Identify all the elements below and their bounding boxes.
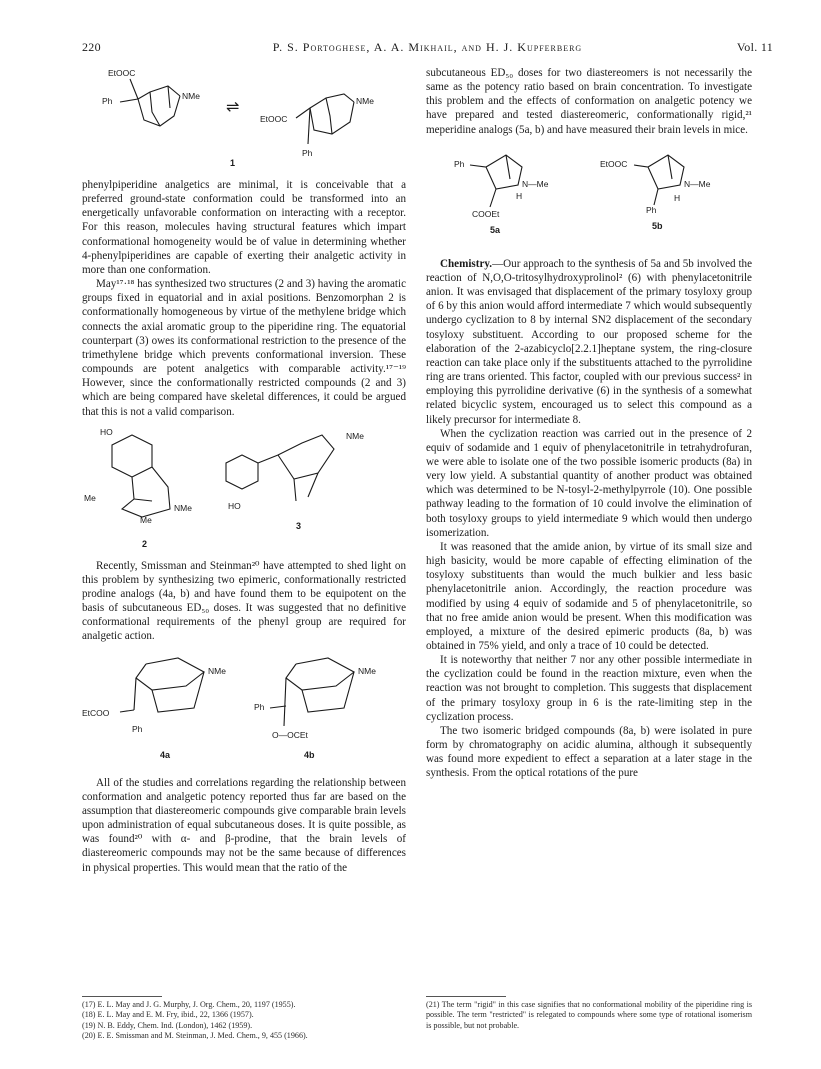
footnote-20: (20) E. E. Smissman and M. Steinman, J. Med. Chem., 9, 455 (1966). xyxy=(82,1031,308,1041)
s5a-cooet: COOEt xyxy=(472,208,500,219)
s4b-ph: Ph xyxy=(254,701,265,712)
s1-label: 1 xyxy=(230,158,236,168)
s4b-nme: NMe xyxy=(358,665,376,676)
structures-4a-4b xyxy=(82,650,406,768)
left-para-1: phenylpiperidine analgetics are minimal, it is conceivable that a preferred ground-state conformation could be transformed into an energetically unfavorable conformation on interacting with a receptor. For this reason, molecules having structural features which impart conformational homogeneity would be of value in determining whether 4-phenylpiperidines are capable of exerting their analgetic activity in more than one conformation. xyxy=(82,179,406,276)
s5b-h: H xyxy=(674,192,681,203)
right-para-4: It was reasoned that the amide anion, by virtue of its small size and high basicity, would be more capable of effecting elimination of the tosyloxy substituents than would the much bulkier and less basic phenylacetonitrile anion. Accordingly, the reaction procedure was modified by using 4 equiv of sodamide and 5 of phenylacetonitrile, so that no free amide anion would be present. When this modification was employed, a mixture of the desired epimeric products (8a, b) was obtained in 75% yield, and only a trace of 10 could be detected. xyxy=(426,540,752,652)
s5a-label: 5a xyxy=(490,224,501,235)
structure-1 xyxy=(100,64,400,172)
footnote-rule-left xyxy=(82,996,162,997)
s1-nme-right: NMe xyxy=(356,96,374,106)
footnote-rule-right xyxy=(426,996,506,997)
s1-nme-left: NMe xyxy=(182,91,200,101)
left-para-4: All of the studies and correlations regarding the relationship between conformation and analgetic potency reported thus far are based on the assumption that diastereomeric compounds give comparable brain levels upon administration of equal subcutaneous doses. It is quite possible, as was found²⁰ with α- and β-prodine, that the brain levels of diastereomeric compounds may not be the same because of differences in physical properties. This would mean that the ratio of the xyxy=(82,776,406,874)
right-para-6: The two isomeric bridged compounds (8a, b) were isolated in pure form by chromatography on acidic alumina, although it subsequently was found more expedient to effect a separation at a later stage in the synthesis. From the optical rotations of the pure xyxy=(426,724,752,780)
s3-label: 3 xyxy=(296,520,302,531)
s4b-label: 4b xyxy=(304,749,315,760)
footnote-18: (18) E. L. May and E. M. Fry, ibid., 22, 1366 (1957). xyxy=(82,1010,254,1020)
s1-ph-right: Ph xyxy=(302,148,313,158)
footnote-21: (21) The term "rigid" in this case signifies that no conformational mobility of the piperidine ring is possible. The term "restricted" is relegated to compounds where some type of rotational isomerism is possible, but not probable. xyxy=(426,1000,752,1030)
volume-label: Vol. 11 xyxy=(736,40,773,54)
s5a-h: H xyxy=(516,190,523,201)
s2-ho: HO xyxy=(100,426,113,437)
s1-ph: Ph xyxy=(102,96,113,106)
s4b-ococt: O—OCEt xyxy=(272,729,308,740)
right-para-3: When the cyclization reaction was carried out in the presence of 2 equiv of sodamide and 1 equiv of phenylacetonitrile in tetrahydrofuran, we were able to isolate one of the two possible isomeric products (8a) in very low yield. A substantial quantity of another product was obtained which was determined to be N-tosyl-2-methylpyrrole (10). One possible pathway leading to the formation of 10 could involve the elimination of both tosyloxy groups to yield intermediate 9 which would then undergo isomerization. xyxy=(426,427,752,539)
s4a-nme: NMe xyxy=(208,665,226,676)
left-para-3: Recently, Smissman and Steinman²⁰ have attempted to shed light on this problem by synthesizing two epimeric, conformationally restricted prodine analogs (4a, b) and have found them to be equipotent on the basis of subcutaneous ED₅₀ doses. It was suggested that no definitive conformational requirements of the phenyl group are required for analgetic action. xyxy=(82,559,406,643)
structures-4-drawing xyxy=(82,650,406,768)
left-para-2: May¹⁷·¹⁸ has synthesized two structures (2 and 3) having the aromatic groups fixed in equatorial and in axial positions. Benzomorphan 2 is conformationally homogeneous by virtue of the methylene bridge which connects the axial aromatic group to the piperidine ring. The equatorial counterpart (3) owes its conformational restriction to the presence of the trimethylene bridge which prevents conformational inversion. These compounds are potent analgetics with comparable activity.¹⁷⁻¹⁹ However, since the conformationally restricted compounds (2 and 3) which are being compared have skeletal differences, it could be argued that this is not a valid comparison. xyxy=(82,278,406,418)
s3-ho: HO xyxy=(228,500,241,511)
running-authors: P. S. Portoghese, A. A. Mikhail, and H. J. Kupferberg xyxy=(272,40,583,54)
s5a-nme: N—Me xyxy=(522,178,549,189)
s5b-etooc: EtOOC xyxy=(600,158,628,169)
s3-nme: NMe xyxy=(346,430,364,441)
s5a-ph: Ph xyxy=(454,158,465,169)
s5b-ph: Ph xyxy=(646,204,657,215)
s2-me-left: Me xyxy=(84,492,96,503)
structures-2-3-drawing xyxy=(82,425,406,551)
s5b-nme: N—Me xyxy=(684,178,711,189)
page-header xyxy=(82,40,773,58)
s4a-etcoo: EtCOO xyxy=(82,707,110,718)
right-para-5: It is noteworthy that neither 7 nor any other possible intermediate in the cyclization could be found in the reaction mixture, even when the reaction was not brought to completion. This suggests that displacement of the primary tosyloxy group in 6 is the rate-limiting step in the cyclization process. xyxy=(426,654,752,723)
s2-label: 2 xyxy=(142,538,148,549)
s5b-label: 5b xyxy=(652,220,663,231)
s1-equilibrium: ⇌ xyxy=(226,99,240,116)
page-number: 220 xyxy=(82,40,101,54)
right-column xyxy=(426,66,752,781)
s1-etooc: EtOOC xyxy=(108,68,136,78)
footnotes-left xyxy=(82,1000,408,1042)
right-para-1: subcutaneous ED₅₀ doses for two diastereomers is not necessarily the same as the potency ratio based on brain concentration. To investigate this problem and the effects of conformation on analgetic potency we have prepared and tested diastereomeric, conformationally rigid,²¹ meperidine analogs (5a, b) and have measured their brain levels in mice. xyxy=(426,67,752,136)
structures-5-drawing xyxy=(426,145,752,249)
s4a-ph: Ph xyxy=(132,723,143,734)
structures-5a-5b xyxy=(426,145,752,249)
s4a-label: 4a xyxy=(160,749,171,760)
chemistry-text: —Our approach to the synthesis of 5a and 5b involved the reaction of N,O,O-tritosylhydroxyprolinol² (6) with phenylacetonitrile anion. It was envisaged that displacement of the primary tosyloxy group of 6 by this anion would afford intermediate 7 which would subsequently undergo cyclization to 8 by internal SN2 displacement of the secondary tosyloxy substituent. According to our proposed scheme for the elaboration of the 2-azabicyclo[2.2.1]heptane system, the ring-closure reaction can take place only if the substituents attached to the pyrrolidine ring are trans oriented. This factor, coupled with our previous success² in employing this pyrrolidine derivative (6) in the synthesis of a somewhat related bicyclic system, encouraged us to select this compound as a likely precursor for intermediate 8. xyxy=(426,257,752,426)
s2-me-bottom: Me xyxy=(140,514,152,525)
structures-2-3 xyxy=(82,425,406,551)
right-para-2 xyxy=(426,257,752,427)
footnote-19: (19) N. B. Eddy, Chem. Ind. (London), 1462 (1959). xyxy=(82,1020,253,1030)
footnote-17: (17) E. L. May and J. G. Murphy, J. Org. Chem., 20, 1197 (1955). xyxy=(82,1000,296,1009)
structure-1-drawing xyxy=(100,64,400,172)
left-column xyxy=(82,178,406,875)
chemistry-heading: Chemistry. xyxy=(440,257,493,270)
s2-nme: NMe xyxy=(174,502,192,513)
s1-etooc-right: EtOOC xyxy=(260,114,288,124)
